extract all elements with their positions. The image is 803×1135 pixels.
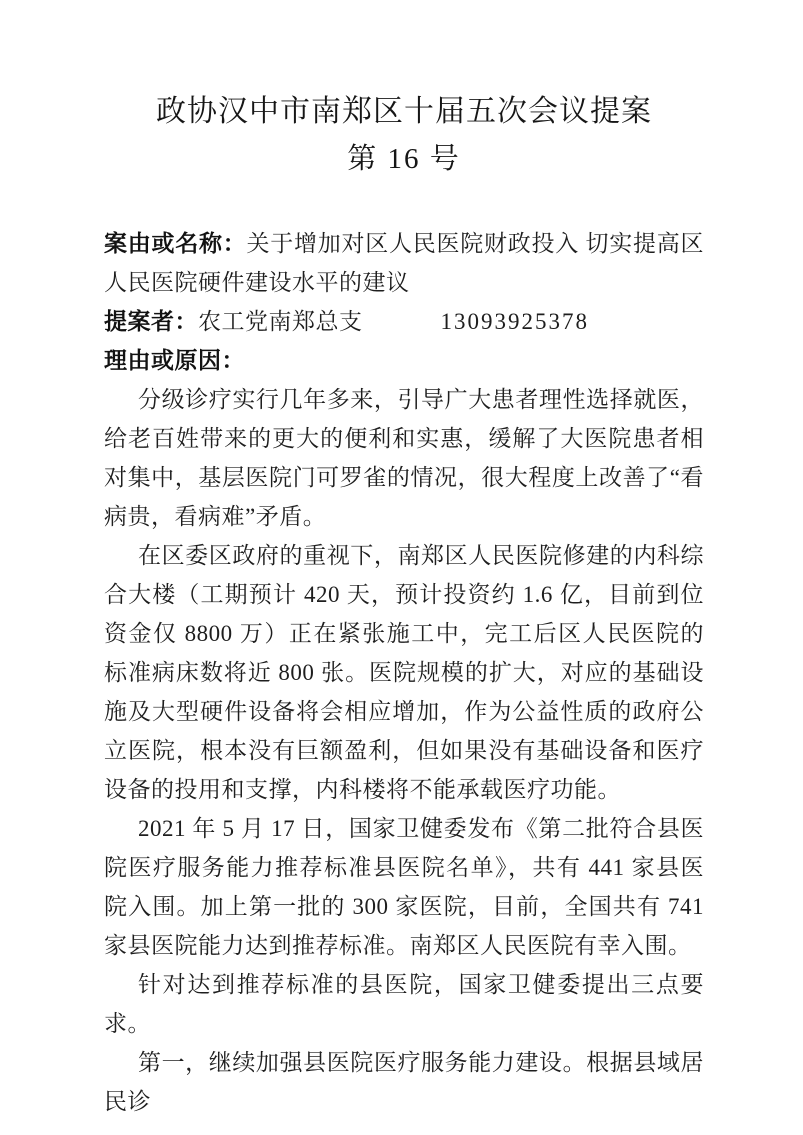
body-paragraph-3: 2021 年 5 月 17 日，国家卫健委发布《第二批符合县医院医疗服务能力推荐标准县医院名单》，共有 441 家县医院入围。加上第一批的 300 家医院，目前，全国共有 741 家县医院能力达到推荐标准。南郑区人民医院有幸入围。 bbox=[104, 816, 704, 958]
document-number: 第 16 号 bbox=[347, 143, 461, 175]
body-paragraph-2: 在区委区政府的重视下，南郑区人民医院修建的内科综合大楼（工期预计 420 天，预计投资约 1.6 亿，目前到位资金仅 8800 万）正在紧张施工中，完工后区人民医院的标准病床数将近 800 张。医院规模的扩大，对应的基础设施及大型硬件设备将会相应增加，作为公益性质的政府公立医院，根本没有巨额盈利，但如果没有基础设备和医疗设备的投用和支撑，内科楼将不能承载医疗功能。 bbox=[104, 543, 704, 802]
reason-label: 理由或原因： bbox=[104, 347, 245, 373]
proposer-field bbox=[104, 302, 704, 341]
proposer-label: 提案者： bbox=[104, 308, 198, 334]
proposer-phone: 13093925378 bbox=[440, 309, 589, 334]
case-name-label: 案由或名称： bbox=[104, 230, 247, 256]
reason-field bbox=[104, 341, 704, 380]
body-paragraph-5: 第一，继续加强县医院医疗服务能力建设。根据县域居民诊 bbox=[104, 1050, 704, 1114]
proposer-value: 农工党南郑总支 bbox=[198, 309, 363, 334]
document-title: 政协汉中市南郑区十届五次会议提案 bbox=[156, 95, 652, 128]
document-content bbox=[104, 88, 704, 1121]
body-paragraph-1: 分级诊疗实行几年多来，引导广大患者理性选择就医，给老百姓带来的更大的便利和实惠，缓解了大医院患者相对集中，基层医院门可罗雀的情况，很大程度上改善了“看病贵，看病难”矛盾。 bbox=[104, 387, 704, 529]
case-name-field bbox=[104, 224, 704, 302]
document-body bbox=[104, 224, 704, 1121]
document-header bbox=[104, 88, 704, 182]
case-name-value: 关于增加对区人民医院财政投入 切实提高区人民医院硬件建设水平的建议 bbox=[104, 231, 704, 295]
body-paragraph-4: 针对达到推荐标准的县医院，国家卫健委提出三点要求。 bbox=[104, 972, 704, 1036]
